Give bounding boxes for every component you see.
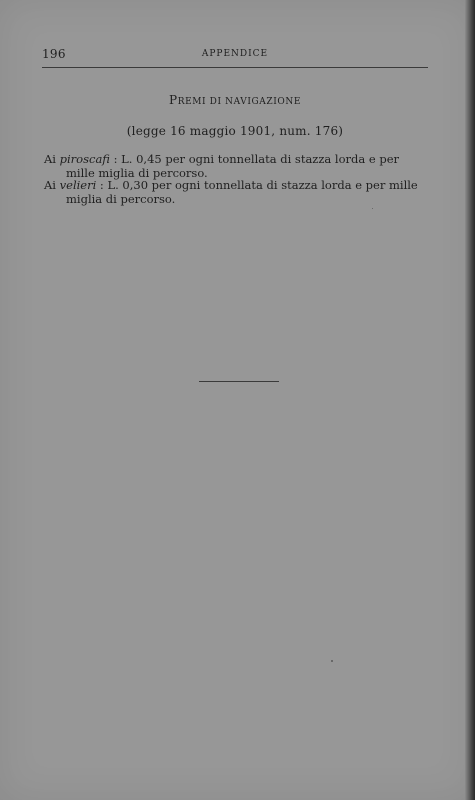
entry-rate-text: : L. 0,45 per ogni tonnellata di stazza lorda e per xyxy=(109,152,400,166)
entry-continuation: miglia di percorso. xyxy=(66,191,176,206)
section-end-rule xyxy=(199,381,279,382)
header-rule xyxy=(42,67,428,68)
page-number: 196 xyxy=(42,47,66,61)
premium-entry-steamships xyxy=(44,153,430,180)
law-reference: (legge 16 maggio 1901, num. 176) xyxy=(126,124,344,138)
entry-prefix: Ai xyxy=(44,178,60,192)
section-title xyxy=(42,93,428,107)
entry-rate-text: : L. 0,30 per ogni tonnellata di stazza lorda e per mille xyxy=(96,178,418,192)
entry-term: velieri xyxy=(59,178,97,192)
paper-speck xyxy=(331,660,333,662)
section-title-initial: P xyxy=(169,93,178,107)
paper-speck xyxy=(372,208,373,209)
premium-entry-sailing-ships xyxy=(44,179,430,206)
entry-prefix: Ai xyxy=(44,152,60,166)
entry-first-line xyxy=(44,179,430,193)
entry-term: piroscafi xyxy=(59,152,110,166)
running-head: APPENDICE xyxy=(201,49,269,59)
page-edge-shadow xyxy=(465,0,475,800)
section-title-rest: REMI DI NAVIGAZIONE xyxy=(177,97,301,107)
entry-continuation: mille miglia di percorso. xyxy=(66,165,208,180)
entry-first-line xyxy=(44,153,430,167)
page-header xyxy=(42,47,428,65)
